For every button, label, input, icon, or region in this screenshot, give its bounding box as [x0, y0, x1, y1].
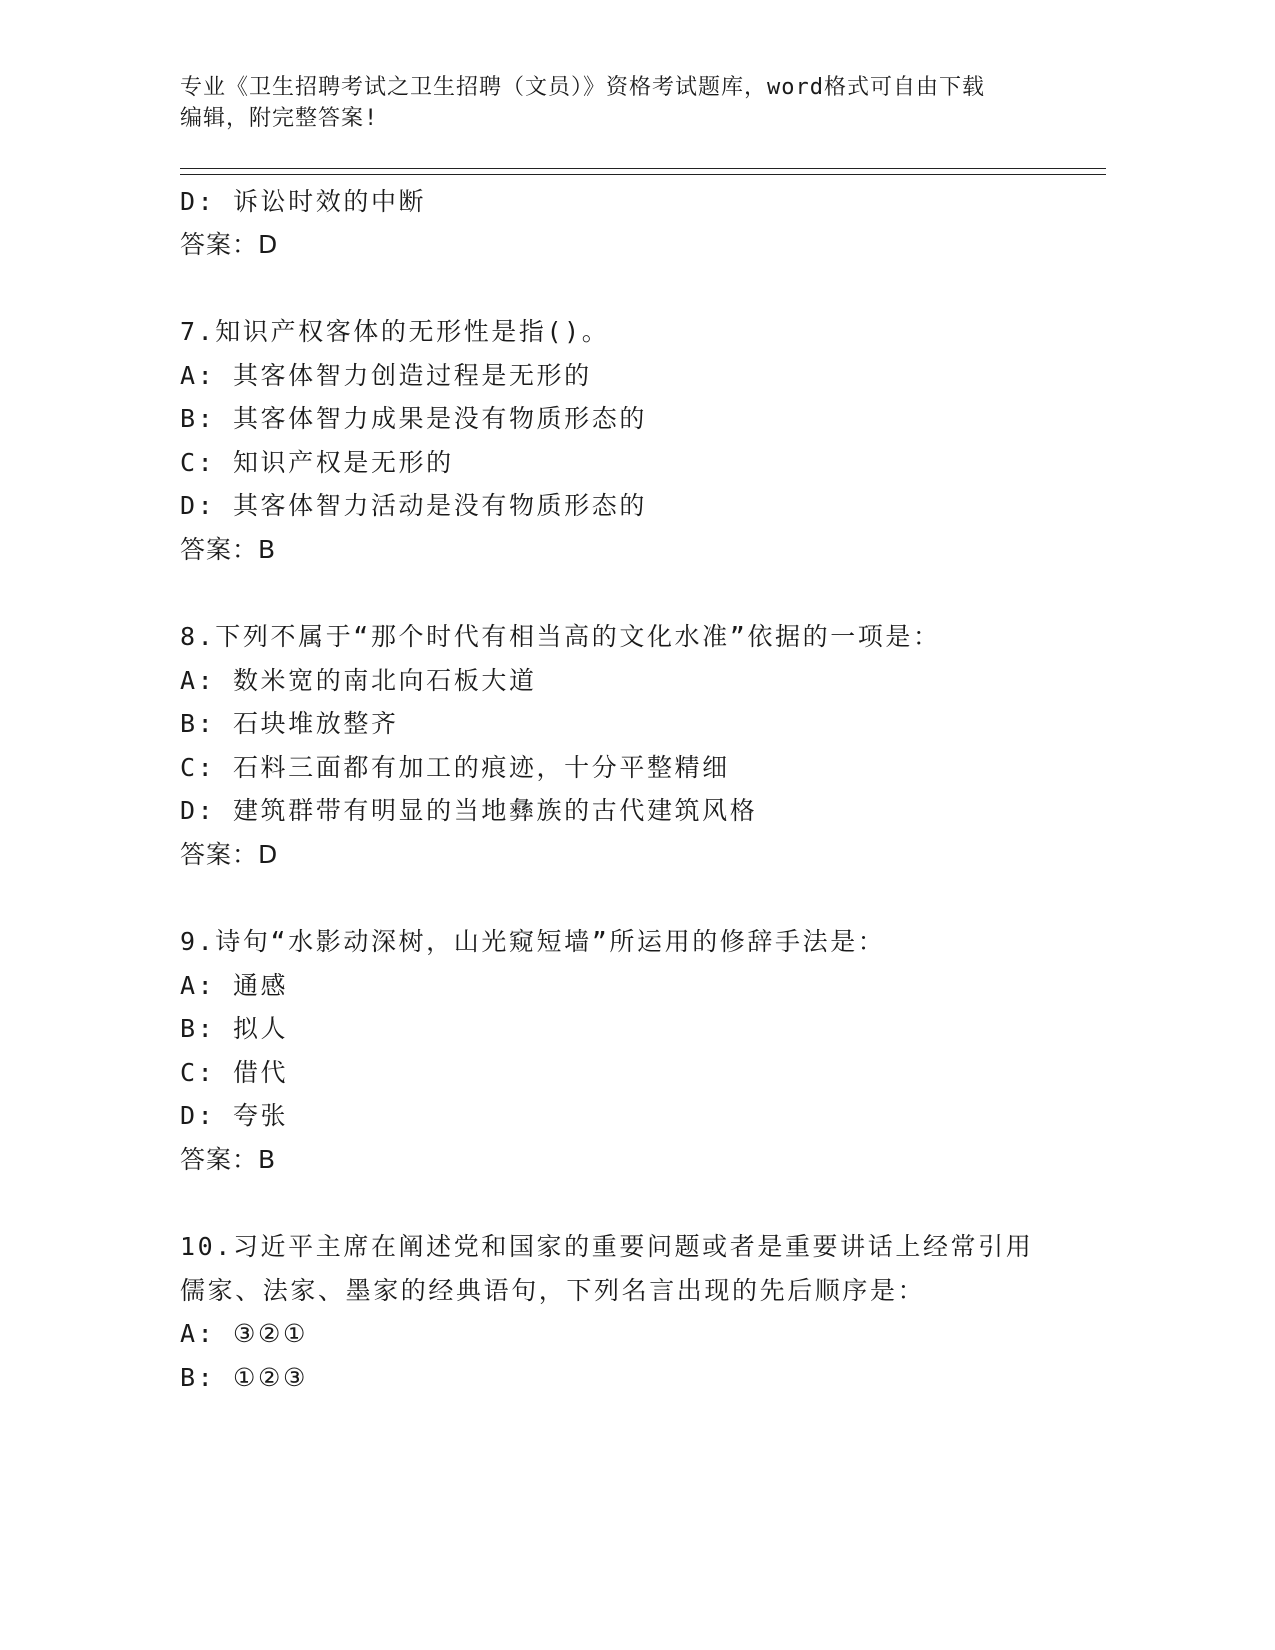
header-divider-bottom [180, 174, 1106, 175]
q7-option-a: A: 其客体智力创造过程是无形的 [180, 361, 592, 390]
q7-option-b: B: 其客体智力成果是没有物质形态的 [180, 404, 647, 433]
q7-question: 7.知识产权客体的无形性是指()。 [180, 317, 610, 346]
q7-answer: 答案：B [180, 535, 277, 564]
q10-option-a: A: ③②① [180, 1319, 308, 1348]
q10-question-line-1: 10.习近平主席在阐述党和国家的重要问题或者是重要讲话上经常引用 [180, 1232, 1034, 1261]
q8-option-a: A: 数米宽的南北向石板大道 [180, 666, 537, 695]
q7-option-c: C: 知识产权是无形的 [180, 448, 454, 477]
q8-option-d: D: 建筑群带有明显的当地彝族的古代建筑风格 [180, 796, 758, 825]
header-line-1: 专业《卫生招聘考试之卫生招聘（文员）》资格考试题库，word格式可自由下载 [180, 75, 985, 100]
q9-option-a: A: 通感 [180, 971, 289, 1000]
q8-answer: 答案：D [180, 840, 279, 869]
document-header [180, 72, 1040, 134]
q6-option-d: D: 诉讼时效的中断 [180, 187, 427, 216]
q7-option-d: D: 其客体智力活动是没有物质形态的 [180, 491, 647, 520]
q9-option-b: B: 拟人 [180, 1014, 289, 1043]
q10-question-line-2: 儒家、法家、墨家的经典语句，下列名言出现的先后顺序是： [180, 1276, 926, 1305]
q10-option-b: B: ①②③ [180, 1363, 308, 1392]
q8-option-b: B: 石块堆放整齐 [180, 709, 399, 738]
q9-question: 9.诗句“水影动深树，山光窥短墙”所运用的修辞手法是： [180, 927, 886, 956]
q8-option-c: C: 石料三面都有加工的痕迹，十分平整精细 [180, 753, 730, 782]
q9-option-c: C: 借代 [180, 1058, 289, 1087]
q8-question: 8.下列不属于“那个时代有相当高的文化水准”依据的一项是： [180, 622, 941, 651]
header-divider-top [180, 168, 1106, 169]
q6-answer: 答案：D [180, 230, 279, 259]
q9-answer: 答案：B [180, 1145, 277, 1174]
q9-option-d: D: 夸张 [180, 1101, 289, 1130]
header-line-2: 编辑，附完整答案! [180, 106, 379, 131]
